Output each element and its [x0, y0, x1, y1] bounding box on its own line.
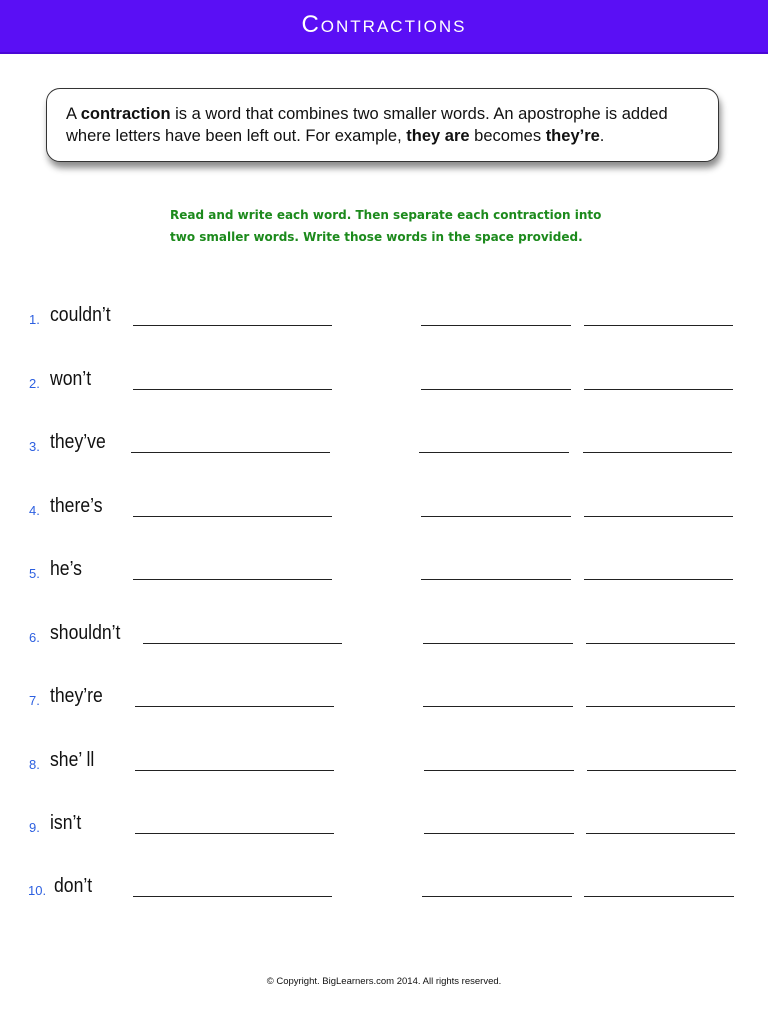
second-word-line[interactable]	[586, 833, 735, 834]
definition-text-part: .	[599, 127, 605, 145]
definition-text	[66, 103, 706, 147]
contraction-word: isn’t	[50, 812, 82, 834]
first-word-line[interactable]	[423, 706, 573, 707]
instructions-line: Read and write each word. Then separate each contraction into	[170, 208, 602, 222]
second-word-line[interactable]	[584, 896, 734, 897]
exercise-row	[0, 557, 768, 597]
instructions	[170, 204, 630, 248]
second-word-line[interactable]	[586, 706, 735, 707]
second-word-line[interactable]	[584, 325, 733, 326]
first-word-line[interactable]	[421, 516, 571, 517]
exercise-row	[0, 621, 768, 661]
first-word-line[interactable]	[422, 896, 572, 897]
exercise-row	[0, 494, 768, 534]
item-number: 1.	[29, 312, 40, 327]
write-word-line[interactable]	[131, 452, 330, 453]
exercise-row	[0, 430, 768, 470]
exercise-row	[0, 748, 768, 788]
first-word-line[interactable]	[424, 770, 574, 771]
write-word-line[interactable]	[133, 516, 332, 517]
contraction-word: she’ ll	[50, 749, 95, 771]
first-word-line[interactable]	[421, 325, 571, 326]
instructions-line: two smaller words. Write those words in the space provided.	[170, 230, 583, 244]
first-word-line[interactable]	[421, 389, 571, 390]
definition-text-part: becomes	[469, 127, 546, 145]
write-word-line[interactable]	[143, 643, 342, 644]
exercise-row	[0, 874, 768, 914]
definition-box	[46, 88, 719, 162]
item-number: 3.	[29, 439, 40, 454]
definition-text-part: is a word that combines two smaller words. An apostrophe is added where letters have been left out. For example,	[66, 105, 668, 145]
write-word-line[interactable]	[133, 389, 332, 390]
contraction-word: don’t	[54, 875, 93, 897]
item-number: 9.	[29, 820, 40, 835]
contraction-word: shouldn’t	[50, 622, 121, 644]
exercise-row	[0, 811, 768, 851]
item-number: 4.	[29, 503, 40, 518]
first-word-line[interactable]	[421, 579, 571, 580]
contraction-word: they’ve	[50, 431, 106, 453]
header-bar	[0, 0, 768, 54]
second-word-line[interactable]	[586, 643, 735, 644]
item-number: 7.	[29, 693, 40, 708]
example-phrase: they are	[406, 127, 470, 145]
write-word-line[interactable]	[133, 325, 332, 326]
page-title: Contractions	[301, 11, 467, 38]
contraction-word: he’s	[50, 558, 82, 580]
second-word-line[interactable]	[584, 389, 733, 390]
item-number: 6.	[29, 630, 40, 645]
copyright-footer: © Copyright. BigLearners.com 2014. All rights reserved.	[266, 976, 502, 987]
second-word-line[interactable]	[584, 516, 733, 517]
write-word-line[interactable]	[135, 770, 334, 771]
contraction-word: couldn’t	[50, 304, 111, 326]
example-contraction: they’re	[545, 127, 600, 145]
item-number: 10.	[28, 883, 47, 898]
first-word-line[interactable]	[423, 643, 573, 644]
item-number: 2.	[29, 376, 40, 391]
second-word-line[interactable]	[584, 579, 733, 580]
item-number: 8.	[29, 757, 40, 772]
definition-text-part: A	[66, 105, 81, 123]
first-word-line[interactable]	[419, 452, 569, 453]
write-word-line[interactable]	[135, 833, 334, 834]
contraction-word: they’re	[50, 685, 103, 707]
exercise-row	[0, 684, 768, 724]
contraction-word: won’t	[50, 368, 92, 390]
second-word-line[interactable]	[587, 770, 736, 771]
exercise-row	[0, 303, 768, 343]
exercise-row	[0, 367, 768, 407]
write-word-line[interactable]	[133, 579, 332, 580]
contraction-word: there’s	[50, 495, 103, 517]
item-number: 5.	[29, 566, 40, 581]
first-word-line[interactable]	[424, 833, 574, 834]
write-word-line[interactable]	[135, 706, 334, 707]
definition-term: contraction	[80, 105, 171, 123]
write-word-line[interactable]	[133, 896, 332, 897]
second-word-line[interactable]	[583, 452, 732, 453]
